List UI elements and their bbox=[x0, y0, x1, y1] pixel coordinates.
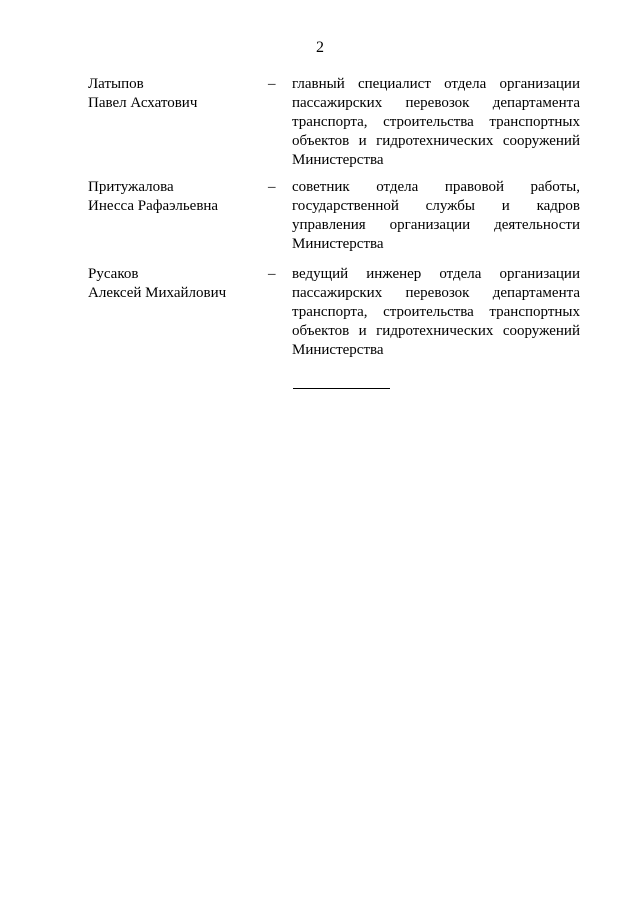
position-line: управления организации деятельности bbox=[292, 217, 580, 233]
position-line: объектов и гидротехнических сооружений bbox=[292, 323, 580, 339]
position-line: Министерства bbox=[292, 236, 384, 252]
position-line: транспорта, строительства транспортных bbox=[292, 114, 580, 130]
end-of-list-rule bbox=[293, 388, 390, 389]
position-line: пассажирских перевозок департамента bbox=[292, 285, 580, 301]
position-line: Министерства bbox=[292, 152, 384, 168]
member-given-name: Павел Асхатович bbox=[88, 95, 198, 111]
member-given-name: Инесса Рафаэльевна bbox=[88, 198, 219, 214]
member-given-name: Алексей Михайлович bbox=[88, 285, 227, 301]
position-line: объектов и гидротехнических сооружений bbox=[292, 133, 580, 149]
position-line: ведущий инженер отдела организации bbox=[292, 266, 580, 282]
dash-separator: – bbox=[268, 76, 276, 92]
member-surname: Латыпов bbox=[88, 76, 144, 92]
member-entry-rusakov bbox=[88, 265, 588, 358]
member-entry-prituzhalova bbox=[88, 178, 588, 268]
position-line: советник отдела правовой работы, bbox=[292, 179, 580, 195]
member-name bbox=[88, 178, 263, 216]
member-name bbox=[88, 265, 263, 303]
page-number: 2 bbox=[316, 39, 324, 56]
member-position bbox=[292, 75, 580, 170]
member-entry-latypov bbox=[88, 75, 588, 168]
position-line: государственной службы и кадров bbox=[292, 198, 580, 214]
dash-separator: – bbox=[268, 266, 276, 282]
position-line: пассажирских перевозок департамента bbox=[292, 95, 580, 111]
member-position bbox=[292, 178, 580, 254]
dash-separator: – bbox=[268, 179, 276, 195]
position-line: Министерства bbox=[292, 342, 384, 358]
position-line: главный специалист отдела организации bbox=[292, 76, 580, 92]
member-surname: Русаков bbox=[88, 266, 139, 282]
member-name bbox=[88, 75, 263, 113]
position-line: транспорта, строительства транспортных bbox=[292, 304, 580, 320]
member-surname: Притужалова bbox=[88, 179, 174, 195]
member-position bbox=[292, 265, 580, 360]
